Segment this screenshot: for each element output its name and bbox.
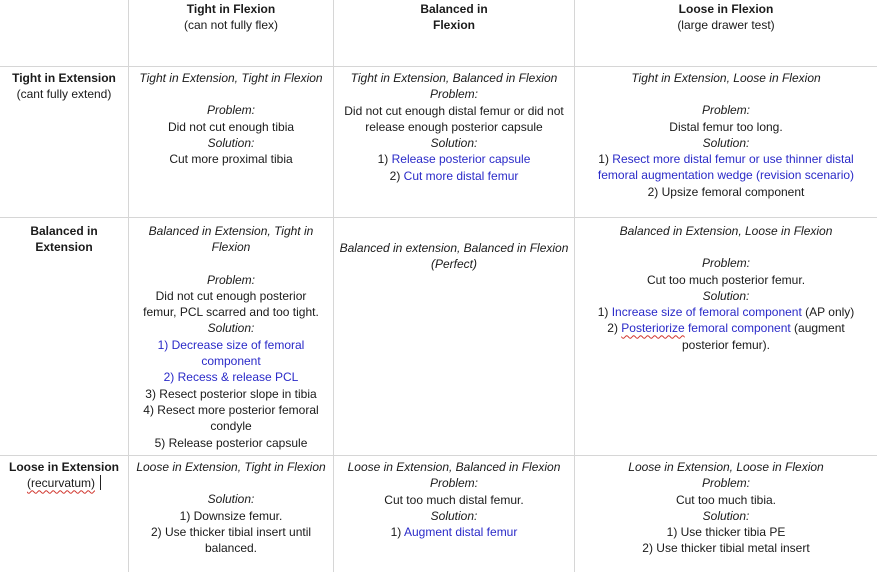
solution-label: Solution: bbox=[702, 508, 750, 523]
solution-item-2: 2) Recess & release PCL bbox=[163, 370, 299, 385]
solution-item-1 bbox=[575, 151, 877, 167]
cell-title-line-2: Flexion bbox=[211, 240, 251, 255]
solution-item-5: 5) Release posterior capsule bbox=[154, 435, 308, 450]
column-subtitle: (can not fully flex) bbox=[183, 18, 279, 33]
cell-balanced-ext-tight-flex bbox=[129, 223, 333, 451]
solution-item-2-cont: posterior femur). bbox=[681, 337, 771, 352]
solution-item-4-cont: condyle bbox=[210, 419, 252, 434]
row-subtitle-text: (recurvatum) bbox=[26, 476, 95, 491]
solution-item-1: 1) Decrease size of femoral bbox=[157, 337, 305, 352]
cell-title-line-1: Balanced in Extension, Tight in bbox=[148, 224, 314, 238]
solution-item-2 bbox=[575, 320, 877, 336]
row-header-tight-extension bbox=[0, 70, 128, 103]
spacer bbox=[129, 256, 333, 272]
grid-line-h3 bbox=[0, 455, 877, 456]
column-header-tight-flexion bbox=[129, 1, 333, 34]
cell-tight-ext-tight-flex bbox=[129, 70, 333, 167]
problem-text-line-1: Did not cut enough distal femur or did not bbox=[344, 103, 564, 118]
problem-label: Problem: bbox=[206, 103, 256, 118]
column-title: Balanced in bbox=[420, 2, 488, 16]
problem-text-line-2: release enough posterior capsule bbox=[365, 119, 543, 134]
cell-title: Tight in Extension, Tight in Flexion bbox=[139, 71, 323, 85]
solution-label: Solution: bbox=[702, 135, 750, 150]
cell-tight-ext-loose-flex bbox=[575, 70, 877, 200]
solution-item-1 bbox=[334, 524, 574, 540]
cell-title: Balanced in extension, Balanced in Flexion bbox=[339, 241, 569, 255]
column-title: Loose in Flexion bbox=[678, 2, 774, 16]
solution-item-1-cont: femoral augmentation wedge (revision scenario) bbox=[597, 168, 855, 183]
solution-text-misspelled: Posteriorize bbox=[621, 321, 685, 336]
solution-text: femoral component bbox=[684, 321, 791, 336]
cell-title: Tight in Extension, Loose in Flexion bbox=[631, 71, 821, 85]
cell-title: Loose in Extension, Tight in Flexion bbox=[136, 460, 326, 474]
column-title: Tight in Flexion bbox=[186, 2, 276, 16]
cell-loose-ext-balanced-flex bbox=[334, 459, 574, 540]
solution-label: Solution: bbox=[430, 508, 478, 523]
spacer bbox=[575, 239, 877, 255]
solution-item-1: 1) Downsize femur. bbox=[179, 508, 283, 523]
cell-title: Loose in Extension, Balanced in Flexion bbox=[347, 460, 561, 474]
solution-tail: (augment bbox=[790, 321, 845, 336]
column-header-loose-flexion bbox=[575, 1, 877, 34]
solution-label: Solution: bbox=[430, 136, 478, 151]
solution-label: Solution: bbox=[702, 288, 750, 303]
problem-text: Did not cut enough tibia bbox=[167, 119, 295, 134]
row-title: Tight in Extension bbox=[12, 71, 116, 85]
solution-item-1 bbox=[575, 304, 877, 320]
problem-text-line-2: femur, PCL scarred and too tight. bbox=[143, 305, 319, 320]
row-subtitle: (cant fully extend) bbox=[16, 87, 112, 102]
solution-item-2: 2) Upsize femoral component bbox=[647, 184, 805, 199]
solution-label: Solution: bbox=[207, 135, 255, 150]
cell-loose-ext-tight-flex bbox=[129, 459, 333, 556]
solution-text: Release posterior capsule bbox=[391, 152, 531, 167]
spacer bbox=[129, 475, 333, 491]
cell-title: Tight in Extension, Balanced in Flexion bbox=[350, 71, 558, 85]
row-header-balanced-extension bbox=[0, 223, 128, 256]
solution-text: Increase size of femoral component bbox=[611, 305, 802, 320]
problem-label: Problem: bbox=[701, 256, 751, 271]
solution-label: Solution: bbox=[207, 492, 255, 507]
solution-item-1: 1) Use thicker tibia PE bbox=[666, 525, 786, 540]
problem-label: Problem: bbox=[206, 272, 256, 287]
problem-text: Cut too much distal femur. bbox=[384, 492, 524, 507]
solution-number: 1) bbox=[377, 152, 392, 167]
row-subtitle bbox=[0, 475, 128, 491]
solution-number: 2) bbox=[389, 168, 404, 183]
problem-label: Problem: bbox=[701, 476, 751, 491]
solution-item-2: 2) Use thicker tibial metal insert bbox=[642, 541, 810, 556]
solution-item-1-cont: component bbox=[201, 354, 261, 369]
cell-balanced-ext-loose-flex bbox=[575, 223, 877, 353]
solution-item-2-cont: balanced. bbox=[204, 541, 258, 556]
solution-item-3: 3) Resect posterior slope in tibia bbox=[145, 386, 317, 401]
row-title: Loose in Extension bbox=[8, 460, 119, 474]
solution-text: Resect more distal femur or use thinner distal bbox=[612, 152, 854, 167]
solution-number: 1) bbox=[598, 152, 613, 167]
column-subtitle: (large drawer test) bbox=[677, 18, 775, 33]
column-subtitle: Flexion bbox=[432, 18, 475, 33]
cell-subtitle: (Perfect) bbox=[430, 257, 477, 272]
solution-item-2 bbox=[334, 168, 574, 184]
problem-text: Cut too much posterior femur. bbox=[646, 272, 806, 287]
text-cursor bbox=[100, 475, 101, 490]
solution-label: Solution: bbox=[207, 321, 255, 336]
solution-number: 1) bbox=[390, 525, 404, 540]
grid-line-h1 bbox=[0, 66, 877, 67]
row-title: Balanced in Extension bbox=[30, 224, 98, 255]
grid-line-h2 bbox=[0, 217, 877, 218]
problem-label: Problem: bbox=[701, 103, 751, 118]
solution-text: Augment distal femur bbox=[403, 525, 518, 540]
cell-tight-ext-balanced-flex bbox=[334, 70, 574, 184]
cell-title: Balanced in Extension, Loose in Flexion bbox=[619, 224, 833, 238]
problem-label: Problem: bbox=[429, 87, 479, 102]
solution-item-4: 4) Resect more posterior femoral bbox=[143, 402, 319, 417]
cell-title: Loose in Extension, Loose in Flexion bbox=[628, 460, 824, 474]
problem-label: Problem: bbox=[429, 476, 479, 491]
cell-loose-ext-loose-flex bbox=[575, 459, 877, 557]
solution-item-2: 2) Use thicker tibial insert until bbox=[150, 524, 312, 539]
problem-text: Cut too much tibia. bbox=[675, 492, 777, 507]
problem-text: Distal femur too long. bbox=[669, 119, 783, 134]
solution-tail: (AP only) bbox=[801, 305, 855, 320]
spacer bbox=[129, 86, 333, 102]
solution-text: Cut more distal femur bbox=[403, 168, 519, 183]
row-header-loose-extension bbox=[0, 459, 128, 492]
solution-item-1 bbox=[334, 151, 574, 167]
column-header-balanced-flexion bbox=[334, 1, 574, 34]
problem-text-line-1: Did not cut enough posterior bbox=[155, 288, 307, 303]
solution-number: 1) bbox=[597, 305, 612, 320]
spacer bbox=[575, 86, 877, 102]
solution-text: Cut more proximal tibia bbox=[169, 152, 293, 167]
cell-balanced-ext-balanced-flex bbox=[334, 240, 574, 273]
solution-number: 2) bbox=[607, 321, 622, 336]
